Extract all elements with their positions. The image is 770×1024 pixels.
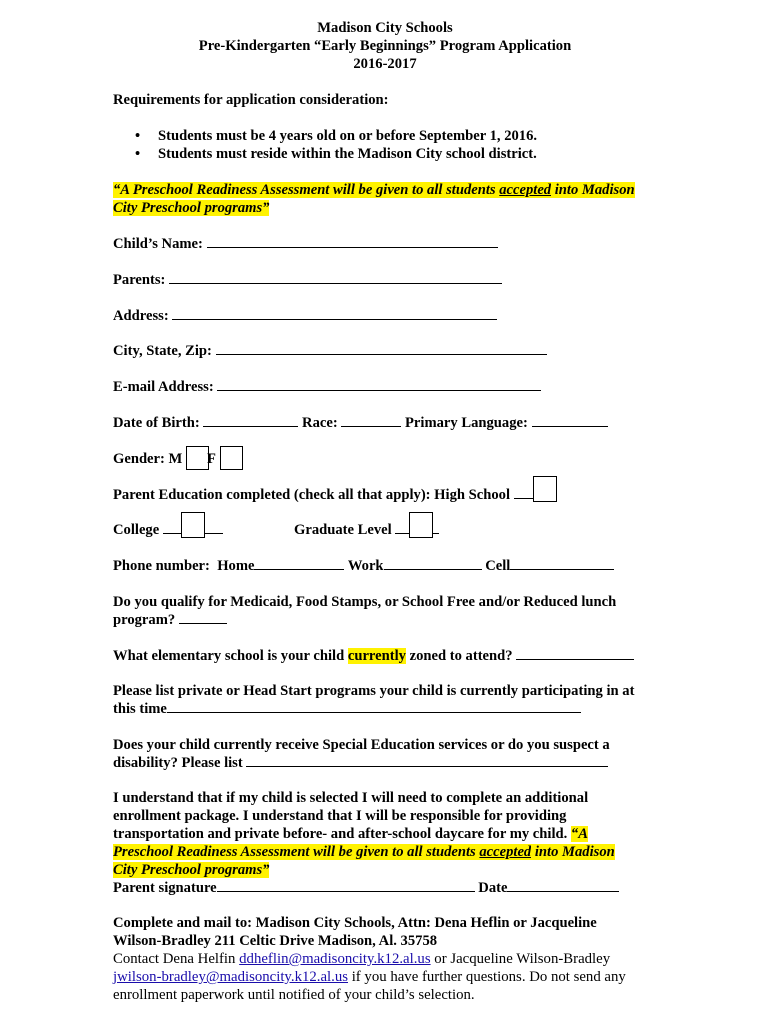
date-blank[interactable] [507, 879, 619, 892]
language-label: Primary Language: [405, 415, 528, 431]
sped-question-line2 [113, 754, 608, 772]
date-label: Date [478, 880, 508, 896]
gender-f-label: F [207, 451, 216, 467]
requirement-item: Students must reside within the Madison City school district. [158, 146, 537, 162]
parent-education-label: Parent Education completed (check all that apply): High School [113, 487, 511, 503]
notice-accepted: accepted [479, 844, 532, 860]
cell-label: Cell [485, 558, 511, 574]
address-label: Address: [113, 308, 169, 324]
school-year: 2016-2017 [353, 56, 417, 72]
zoned-highlight: currently [347, 648, 406, 664]
contact-line [113, 968, 626, 986]
dob-label: Date of Birth: [113, 415, 200, 431]
notice-accepted: accepted [499, 182, 552, 198]
graduate-checkbox[interactable] [409, 512, 433, 538]
agreement-highlight: “A [570, 826, 588, 842]
signature-blank[interactable] [217, 879, 475, 892]
assessment-notice-line2 [113, 199, 269, 217]
notice-text: “A Preschool Readiness Assessment will be given to all students [113, 182, 500, 198]
gender-m-checkbox[interactable] [186, 446, 209, 470]
home-phone-blank[interactable] [254, 557, 344, 570]
school-name: Madison City Schools [317, 20, 453, 36]
requirements-heading: Requirements for application consideration: [113, 92, 389, 108]
child-name-blank[interactable] [207, 235, 498, 248]
work-phone-blank[interactable] [384, 557, 482, 570]
requirement-item: Students must be 4 years old on or before September 1, 2016. [158, 128, 538, 144]
email-link-wilson-bradley[interactable]: jwilson-bradley@madisoncity.k12.al.us [113, 969, 348, 985]
phone-row [113, 557, 614, 575]
high-school-checkbox[interactable] [533, 476, 557, 502]
notice-text: City Preschool programs” [113, 862, 270, 878]
race-blank[interactable] [341, 414, 401, 427]
agreement-assessment-notice [113, 843, 615, 861]
medicaid-program-label: program? [113, 612, 176, 628]
phone-label: Phone number: [113, 558, 210, 574]
signature-row [113, 879, 619, 897]
gender-label: Gender: M [113, 451, 183, 467]
notice-text: Preschool Readiness Assessment will be given to all students [113, 844, 480, 860]
child-name-field[interactable] [113, 235, 498, 253]
parents-field[interactable] [113, 271, 502, 289]
home-label: Home [217, 558, 255, 574]
city-state-zip-label: City, State, Zip: [113, 343, 212, 359]
sped-question: Does your child currently receive Special Education services or do you suspect a [113, 737, 610, 753]
email-label: E-mail Address: [113, 379, 214, 395]
programs-this-time-label: this time [113, 701, 167, 717]
dob-row [113, 414, 608, 432]
email-blank[interactable] [217, 378, 541, 391]
email-field[interactable] [113, 378, 541, 396]
contact-line: enrollment paperwork until notified of your child’s selection. [113, 987, 475, 1003]
agreement-text: enrollment package. I understand that I will be responsible for providing [113, 808, 567, 824]
sped-blank[interactable] [246, 754, 608, 767]
form-title: Pre-Kindergarten “Early Beginnings” Program Application [198, 38, 572, 54]
parents-blank[interactable] [169, 271, 502, 284]
contact-line [113, 950, 610, 968]
contact-text: or Jacqueline Wilson-Bradley [430, 951, 611, 967]
medicaid-question: Do you qualify for Medicaid, Food Stamps, or School Free and/or Reduced lunch [113, 594, 617, 610]
notice-text: into Madison [531, 844, 615, 860]
agreement-assessment-notice-line2 [113, 861, 269, 879]
mail-address: Wilson-Bradley 211 Celtic Drive Madison, Al. 35758 [113, 933, 438, 949]
contact-text: if you have further questions. Do not send any [348, 969, 626, 985]
programs-question-line2 [113, 700, 581, 718]
notice-text: into Madison [551, 182, 635, 198]
medicaid-answer-blank[interactable] [179, 611, 227, 624]
gender-f-checkbox[interactable] [220, 446, 243, 470]
graduate-label: Graduate Level [294, 522, 392, 538]
signature-label: Parent signature [113, 880, 217, 896]
programs-question: Please list private or Head Start programs your child is currently participating in at [113, 683, 635, 699]
work-label: Work [347, 558, 384, 574]
agreement-text: I understand that if my child is selected I will need to complete an additional [113, 790, 589, 806]
agreement-text [113, 825, 588, 843]
mail-instructions: Complete and mail to: Madison City Schools, Attn: Dena Heflin or Jacqueline [113, 915, 597, 931]
dob-blank[interactable] [203, 414, 298, 427]
race-label: Race: [302, 415, 338, 431]
address-blank[interactable] [172, 307, 497, 320]
zoned-text: What elementary school is your child [113, 648, 348, 664]
college-row [113, 521, 223, 539]
zoned-school-blank[interactable] [516, 647, 634, 660]
language-blank[interactable] [532, 414, 608, 427]
email-link-heflin[interactable]: ddheflin@madisoncity.k12.al.us [239, 951, 431, 967]
zoned-text: zoned to attend? [405, 648, 513, 664]
bullet-icon: • [135, 128, 141, 144]
zoned-school-question [113, 647, 634, 665]
contact-text: Contact Dena Helfin [113, 951, 240, 967]
parents-label: Parents: [113, 272, 166, 288]
bullet-icon: • [135, 146, 141, 162]
college-label: College [113, 522, 160, 538]
address-field[interactable] [113, 307, 497, 325]
assessment-notice [113, 181, 635, 199]
college-checkbox[interactable] [181, 512, 205, 538]
city-state-zip-field[interactable] [113, 342, 547, 360]
child-name-label: Child’s Name: [113, 236, 203, 252]
cell-phone-blank[interactable] [510, 557, 614, 570]
parent-education-row [113, 486, 551, 504]
sped-list-label: disability? Please list [113, 755, 243, 771]
medicaid-question-line2 [113, 611, 227, 629]
notice-text: City Preschool programs” [113, 200, 270, 216]
agreement-line: transportation and private before- and after-school daycare for my child. [113, 826, 571, 842]
city-state-zip-blank[interactable] [216, 342, 547, 355]
programs-blank[interactable] [167, 700, 581, 713]
